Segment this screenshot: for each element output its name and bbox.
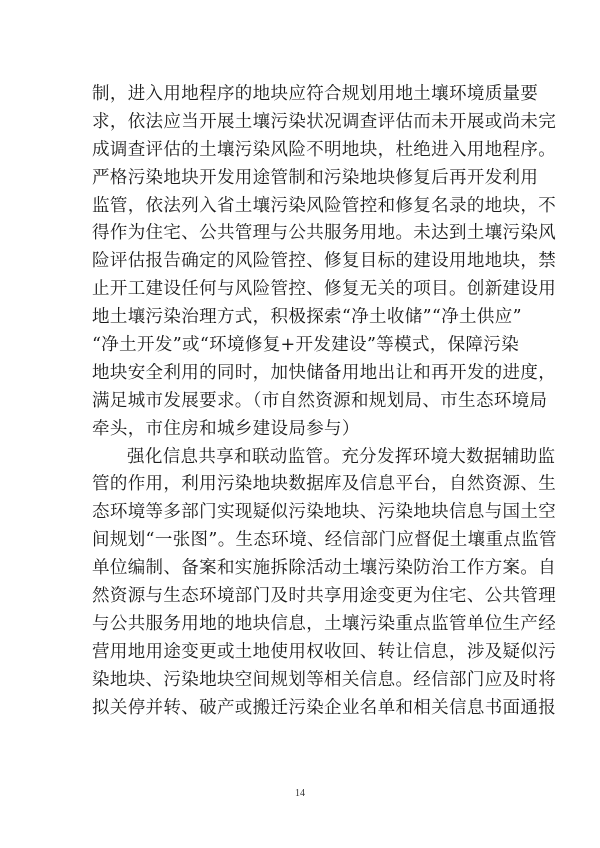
text-line: 险评估报告确定的风险管控、修复目标的建设用地地块，禁 [92, 251, 557, 272]
paragraph-heading-line: 强化信息共享和联动监管。充分发挥环境大数据辅助监 [127, 446, 556, 467]
text-line: 态环境等多部门实现疑似污染地块、污染地块信息与国土空 [92, 502, 557, 523]
text-line: 制，进入用地程序的地块应符合规划用地土壤环境质量要 [92, 84, 539, 104]
text-line: 地土壤污染治理方式，积极探索“净土收储”“净土供应” [92, 307, 522, 328]
text-line: 染地块、污染地块空间规划等相关信息。经信部门应及时将 [92, 669, 557, 690]
text-line: 满足城市发展要求。（市自然资源和规划局、市生态环境局 [92, 390, 548, 411]
text-line: “净土开发”或“环境修复+开发建设”等模式，保障污染 [92, 335, 520, 356]
page-number: 14 [295, 788, 305, 799]
text-line: 地块安全利用的同时，加快储备用地出让和再开发的进度， [92, 362, 557, 383]
text-line: 然资源与生态环境部门及时共享用途变更为住宅、公共管理 [92, 586, 557, 607]
text-line: 间规划“一张图”。生态环境、经信部门应督促土壤重点监管 [92, 530, 557, 551]
text-line: 拟关停并转、破产或搬迁污染企业名单和相关信息书面通报 [92, 697, 557, 718]
text-line: 营用地用途变更或土地使用权收回、转让信息，涉及疑似污 [92, 641, 557, 662]
body-text [92, 81, 557, 722]
text-line: 成调查评估的土壤污染风险不明地块，杜绝进入用地程序。 [92, 139, 557, 160]
text-line: 管的作用，利用污染地块数据库及信息平台，自然资源、生 [92, 474, 557, 495]
text-line: 监管，依法列入省土壤污染风险管控和修复名录的地块，不 [92, 195, 557, 216]
text-line: 止开工建设任何与风险管控、修复无关的项目。创新建设用 [92, 279, 557, 300]
text-line: 求，依法应当开展土壤污染状况调查评估而未开展或尚未完 [92, 111, 557, 132]
text-line: 与公共服务用地的地块信息，土壤污染重点监管单位生产经 [92, 613, 557, 634]
text-line: 单位编制、备案和实施拆除活动土壤污染防治工作方案。自 [92, 558, 557, 579]
text-line: 得作为住宅、公共管理与公共服务用地。未达到土壤污染风 [92, 223, 557, 244]
text-line: 严格污染地块开发用途管制和污染地块修复后再开发利用 [92, 167, 539, 188]
text-line: 牵头，市住房和城乡建设局参与） [92, 418, 360, 439]
